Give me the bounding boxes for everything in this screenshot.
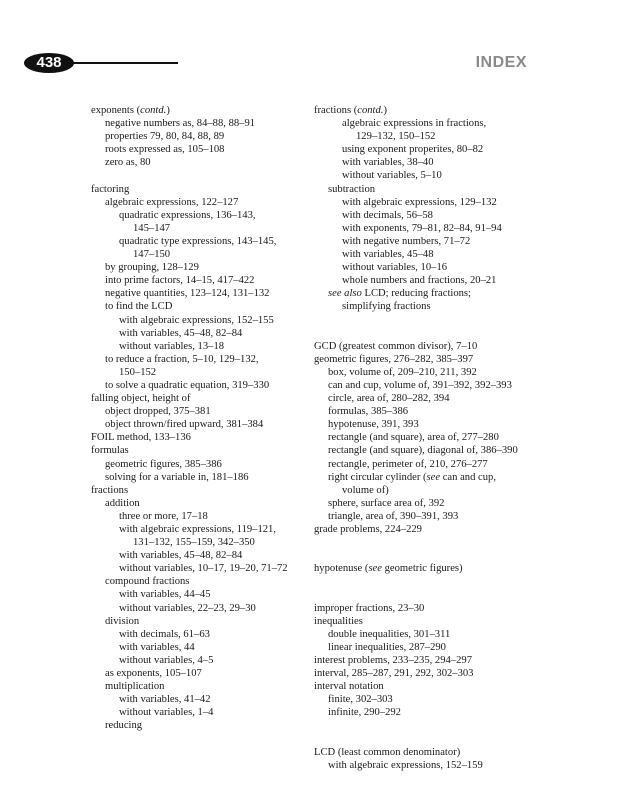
- index-entry: [91, 667, 306, 680]
- entry-text: quadratic type expressions, 143–145,: [119, 235, 277, 247]
- entry-text: object dropped, 375–381: [105, 406, 211, 418]
- entry-text: into prime factors, 14–15, 417–422: [105, 275, 255, 287]
- index-entry: [314, 654, 534, 667]
- entry-spacer: [91, 169, 306, 182]
- index-entry: [314, 759, 534, 772]
- entry-text: box, volume of, 209–210, 211, 392: [328, 366, 477, 378]
- entry-text: properties 79, 80, 84, 88, 89: [105, 131, 225, 143]
- index-entry: [91, 431, 306, 444]
- index-entry: [91, 405, 306, 418]
- index-entry: [314, 628, 534, 641]
- index-entry: [91, 615, 306, 628]
- entry-text: with decimals, 56–58: [342, 209, 433, 221]
- entry-text: with exponents, 79–81, 82–84, 91–94: [342, 222, 502, 234]
- index-entry: [91, 117, 306, 130]
- index-entry: [314, 169, 534, 182]
- index-entry: [91, 379, 306, 392]
- entry-text: subtraction: [328, 183, 376, 195]
- index-entry: [314, 615, 534, 628]
- index-entry: [314, 379, 534, 392]
- entry-text: linear inequalities, 287–290: [328, 641, 446, 653]
- entry-text: double inequalities, 301–311: [328, 628, 451, 640]
- entry-text: negative quantities, 123–124, 131–132: [105, 288, 270, 300]
- index-entry: [314, 510, 534, 523]
- entry-text: 150–152: [119, 366, 157, 378]
- entry-text: using exponent properites, 80–82: [342, 144, 484, 156]
- index-entry: [314, 392, 534, 405]
- index-entry: [314, 117, 534, 130]
- index-entry: [91, 143, 306, 156]
- entry-text: hypotenuse, 391, 393: [328, 419, 419, 431]
- index-entry: [91, 719, 306, 732]
- entry-text: FOIL method, 133–136: [91, 432, 191, 444]
- entry-text: three or more, 17–18: [119, 510, 208, 522]
- index-entry: [91, 510, 306, 523]
- entry-text: with algebraic expressions, 152–159: [328, 759, 483, 771]
- entry-text: whole numbers and fractions, 20–21: [342, 275, 497, 287]
- index-entry: [314, 471, 534, 484]
- entry-text: without variables, 22–23, 29–30: [119, 602, 256, 614]
- entry-text: fractions: [91, 484, 129, 496]
- entry-suffix: ): [166, 105, 170, 116]
- entry-text: can and cup, volume of, 391–392, 392–393: [328, 379, 512, 391]
- entry-text: without variables, 4–5: [119, 654, 214, 666]
- index-entry: [91, 602, 306, 615]
- entry-text: without variables, 5–10: [342, 170, 442, 182]
- index-entry: [314, 235, 534, 248]
- index-entry: [91, 366, 306, 379]
- index-entry: [91, 562, 306, 575]
- index-entry: [91, 300, 306, 313]
- index-entry: [314, 300, 534, 313]
- index-entry: [314, 746, 534, 759]
- entry-text: quadratic expressions, 136–143,: [119, 209, 256, 221]
- index-entry: [314, 484, 534, 497]
- entry-text: exponents (: [91, 105, 141, 116]
- entry-text: to solve a quadratic equation, 319–330: [105, 379, 270, 391]
- index-entry: [314, 602, 534, 615]
- index-entry: [91, 274, 306, 287]
- index-entry: [314, 287, 534, 300]
- index-entry: [314, 418, 534, 431]
- index-entry: [314, 248, 534, 261]
- index-entry: [91, 235, 306, 248]
- entry-text: to find the LCD: [105, 301, 173, 313]
- entry-spacer: [314, 314, 534, 340]
- index-entry: [314, 143, 534, 156]
- entry-text: multiplication: [105, 681, 165, 693]
- index-entry: [91, 340, 306, 353]
- entry-text: LCD (least common denominator): [314, 746, 461, 758]
- index-entry: [314, 693, 534, 706]
- page-number-badge: 438: [24, 53, 74, 73]
- entry-text: 129–132, 150–152: [356, 131, 436, 143]
- entry-text: solving for a variable in, 181–186: [105, 471, 249, 483]
- index-entry: [314, 680, 534, 693]
- index-entry: [314, 222, 534, 235]
- entry-text: without variables, 10–16: [342, 262, 448, 274]
- entry-text: geometric figures, 385–386: [105, 458, 222, 470]
- index-entry: [91, 641, 306, 654]
- entry-text: as exponents, 105–107: [105, 668, 202, 680]
- index-entry: [91, 536, 306, 549]
- entry-text: hypotenuse (: [314, 563, 369, 575]
- index-entry: [314, 340, 534, 353]
- entry-suffix: LCD; reducing fractions;: [361, 288, 471, 300]
- entry-text: with variables, 45–48, 82–84: [119, 550, 243, 562]
- index-entry: [91, 458, 306, 471]
- entry-text: interval, 285–287, 291, 292, 302–303: [314, 668, 474, 680]
- index-entry: [314, 523, 534, 536]
- index-entry: [91, 314, 306, 327]
- index-entry: [91, 104, 306, 117]
- entry-text: infinite, 290–292: [328, 707, 401, 719]
- index-entry: [314, 458, 534, 471]
- header-rule: [70, 62, 178, 64]
- entry-suffix: can and cup,: [440, 471, 496, 483]
- index-entry: [91, 693, 306, 706]
- entry-text: grade problems, 224–229: [314, 524, 422, 535]
- entry-text: improper fractions, 23–30: [314, 602, 425, 614]
- entry-text: interest problems, 233–235, 294–297: [314, 654, 473, 666]
- entry-text: algebraic expressions, 122–127: [105, 196, 239, 208]
- entry-text: by grouping, 128–129: [105, 262, 199, 274]
- entry-text: circle, area of, 280–282, 394: [328, 393, 450, 405]
- entry-text: interval notation: [314, 681, 384, 693]
- entry-italic: see: [426, 471, 441, 483]
- index-entry: [91, 654, 306, 667]
- index-entry: [314, 706, 534, 719]
- entry-text: fractions (: [314, 105, 358, 116]
- entry-text: inequalities: [314, 615, 363, 627]
- entry-text: division: [105, 615, 140, 627]
- index-entry: [91, 261, 306, 274]
- entry-italic: contd.: [357, 105, 384, 116]
- section-title: INDEX: [475, 54, 527, 71]
- index-entry: [314, 667, 534, 680]
- index-entry: [91, 418, 306, 431]
- index-entry: [314, 366, 534, 379]
- index-entry: [314, 497, 534, 510]
- entry-text: without variables, 1–4: [119, 707, 214, 719]
- entry-text: formulas: [91, 445, 129, 457]
- entry-text: addition: [105, 497, 140, 509]
- entry-text: right circular cylinder (: [328, 471, 427, 483]
- entry-text: rectangle (and square), diagonal of, 386–390: [328, 445, 518, 457]
- index-entry: [314, 130, 534, 143]
- entry-text: with decimals, 61–63: [119, 628, 210, 640]
- entry-text: finite, 302–303: [328, 694, 393, 706]
- entry-text: with negative numbers, 71–72: [342, 235, 471, 247]
- index-entry: [91, 196, 306, 209]
- index-entry: [314, 196, 534, 209]
- entry-spacer: [314, 575, 534, 601]
- index-entry: [91, 287, 306, 300]
- index-entry: [91, 497, 306, 510]
- entry-spacer: [314, 719, 534, 745]
- entry-text: with variables, 45–48: [342, 249, 434, 261]
- entry-text: sphere, surface area of, 392: [328, 497, 445, 509]
- entry-text: 147–150: [133, 249, 171, 261]
- entry-text: negative numbers as, 84–88, 88–91: [105, 118, 256, 130]
- entry-text: with variables, 45–48, 82–84: [119, 327, 243, 339]
- entry-text: with variables, 44–45: [119, 589, 211, 601]
- entry-text: compound fractions: [105, 576, 190, 588]
- index-entry: [91, 484, 306, 497]
- index-entry: [91, 471, 306, 484]
- entry-text: with variables, 44: [119, 641, 195, 653]
- index-entry: [91, 327, 306, 340]
- index-entry: [91, 353, 306, 366]
- entry-text: algebraic expressions in fractions,: [342, 118, 487, 130]
- entry-text: with variables, 38–40: [342, 157, 434, 169]
- entry-text: object thrown/fired upward, 381–384: [105, 419, 264, 431]
- index-entry: [91, 156, 306, 169]
- entry-text: rectangle, perimeter of, 210, 276–277: [328, 458, 488, 470]
- index-entry: [91, 575, 306, 588]
- entry-text: 131–132, 155–159, 342–350: [133, 537, 255, 549]
- index-entry: [314, 209, 534, 222]
- index-entry: [91, 222, 306, 235]
- entry-text: formulas, 385–386: [328, 406, 409, 418]
- entry-text: without variables, 10–17, 19–20, 71–72: [119, 563, 288, 575]
- entry-suffix: geometric figures): [381, 563, 463, 575]
- index-entry: [91, 523, 306, 536]
- index-entry: [314, 156, 534, 169]
- index-entry: [314, 431, 534, 444]
- index-entry: [314, 562, 534, 575]
- index-entry: [91, 130, 306, 143]
- index-entry: [91, 680, 306, 693]
- entry-text: geometric figures, 276–282, 385–397: [314, 353, 474, 365]
- entry-text: with algebraic expressions, 119–121,: [119, 524, 277, 535]
- index-entry: [314, 444, 534, 457]
- index-entry: [314, 405, 534, 418]
- index-entry: [314, 261, 534, 274]
- entry-text: with variables, 41–42: [119, 694, 211, 706]
- entry-text: volume of): [342, 484, 389, 496]
- index-entry: [91, 628, 306, 641]
- entry-text: without variables, 13–18: [119, 340, 225, 352]
- index-entry: [91, 183, 306, 196]
- entry-text: with algebraic expressions, 129–132: [342, 196, 497, 208]
- index-entry: [91, 392, 306, 405]
- entry-text: reducing: [105, 720, 143, 732]
- index-entry: [91, 549, 306, 562]
- page-header: [0, 0, 635, 80]
- entry-spacer: [314, 536, 534, 562]
- index-entry: [91, 209, 306, 222]
- index-column-left: [91, 104, 306, 733]
- index-column-right: [314, 104, 534, 772]
- index-entry: [91, 248, 306, 261]
- index-entry: [91, 444, 306, 457]
- index-entry: [314, 353, 534, 366]
- entry-text: triangle, area of, 390–391, 393: [328, 510, 459, 522]
- index-entry: [91, 588, 306, 601]
- index-entry: [314, 274, 534, 287]
- entry-text: with algebraic expressions, 152–155: [119, 314, 274, 326]
- entry-text: GCD (greatest common divisor), 7–10: [314, 340, 478, 352]
- entry-italic: see also: [328, 288, 362, 300]
- entry-suffix: ): [383, 105, 387, 116]
- entry-italic: see: [368, 563, 382, 575]
- entry-text: 145–147: [133, 222, 171, 234]
- entry-text: roots expressed as, 105–108: [105, 144, 225, 156]
- entry-text: zero as, 80: [105, 157, 151, 169]
- index-entry: [314, 104, 534, 117]
- entry-text: to reduce a fraction, 5–10, 129–132,: [105, 353, 259, 365]
- index-entry: [314, 641, 534, 654]
- entry-italic: contd.: [140, 105, 167, 116]
- entry-text: simplifying fractions: [342, 301, 431, 313]
- entry-text: falling object, height of: [91, 393, 191, 405]
- entry-text: rectangle (and square), area of, 277–280: [328, 432, 499, 444]
- index-entry: [91, 706, 306, 719]
- entry-text: factoring: [91, 183, 130, 195]
- index-entry: [314, 183, 534, 196]
